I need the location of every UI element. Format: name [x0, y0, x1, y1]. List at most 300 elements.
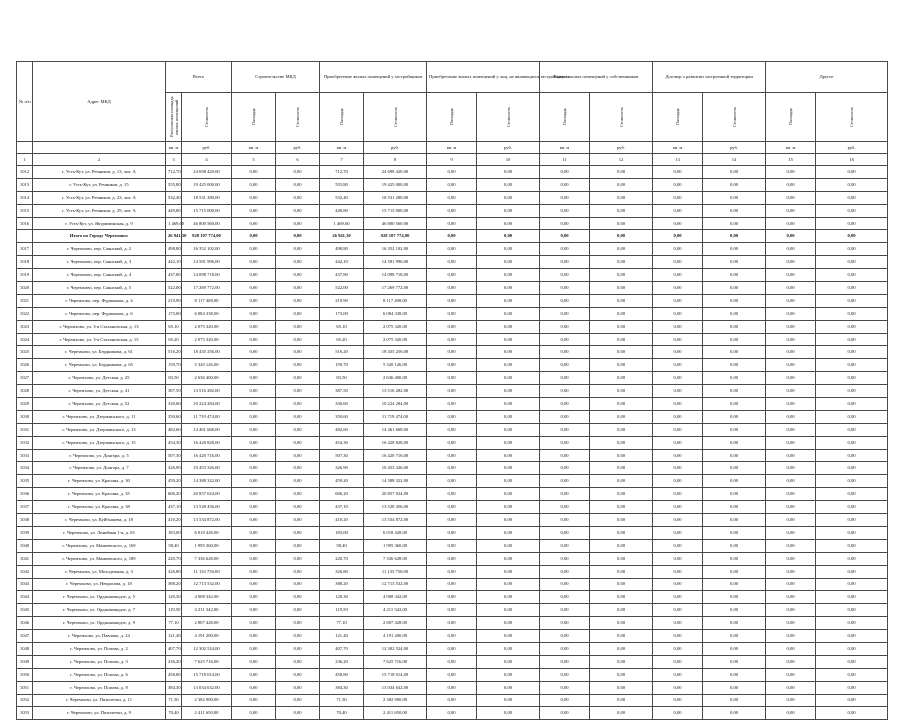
zero-cost-cell: 0,00 — [590, 707, 653, 720]
table-row — [17, 668, 888, 681]
zero-cost-cell: 0,00 — [477, 178, 540, 191]
developer-cost: 4 211 342,00 — [364, 604, 427, 617]
other2-cost: 0,00 — [816, 359, 888, 372]
construction-cost: 0,00 — [276, 449, 320, 462]
table-row — [17, 604, 888, 617]
zero-area-cell: 0,00 — [540, 488, 590, 501]
other-area: 0,00 — [653, 230, 703, 243]
unit-area: кв. м — [427, 142, 477, 154]
zero-area-cell: 0,00 — [427, 359, 477, 372]
other2-cost: 0,00 — [816, 269, 888, 282]
zero-area-cell: 0,00 — [540, 514, 590, 527]
other2-area: 0,00 — [766, 230, 816, 243]
developer-cost: 15 718 014,00 — [364, 668, 427, 681]
row-address: г. Черемхово, ул. Линейная 1-я, д. 65 — [33, 526, 166, 539]
zero-area-cell: 0,00 — [540, 269, 590, 282]
total-area: 442,10 — [166, 256, 182, 269]
zero-area-cell: 0,00 — [427, 346, 477, 359]
other-cost: 0,00 — [703, 294, 766, 307]
developer-cost: 13 534 872,00 — [364, 514, 427, 527]
zero-cost-cell: 0,00 — [590, 642, 653, 655]
row-address: г. Черемхово, ул. 3-я Стахановская, д. 13 — [33, 320, 166, 333]
zero-area-cell: 0,00 — [540, 230, 590, 243]
zero-cost-cell: 0,00 — [590, 630, 653, 643]
other2-area: 0,00 — [766, 642, 816, 655]
other2-area: 0,00 — [766, 346, 816, 359]
unit-cell — [33, 142, 166, 154]
other2-cost: 0,00 — [816, 526, 888, 539]
developer-area: 442,10 — [320, 256, 364, 269]
col-number: 7 — [320, 154, 364, 166]
other-area: 0,00 — [653, 565, 703, 578]
zero-area-cell: 0,00 — [427, 320, 477, 333]
other2-cost: 0,00 — [816, 256, 888, 269]
construction-area: 0,00 — [232, 346, 276, 359]
total-cost: 12 302 524,00 — [182, 642, 232, 655]
total-area: 65,20 — [166, 333, 182, 346]
total-area: 437,10 — [166, 501, 182, 514]
zero-area-cell: 0,00 — [540, 333, 590, 346]
construction-cost: 0,00 — [276, 578, 320, 591]
developer-area: 522,00 — [320, 282, 364, 295]
construction-cost: 0,00 — [276, 604, 320, 617]
other-area: 0,00 — [653, 320, 703, 333]
subheader-cost: Стоимость — [276, 93, 320, 142]
zero-area-cell: 0,00 — [427, 398, 477, 411]
row-number: 1052 — [17, 694, 33, 707]
zero-cost-cell: 0,00 — [477, 230, 540, 243]
total-cost: 2 411 650,00 — [182, 707, 232, 720]
zero-cost-cell: 0,00 — [477, 694, 540, 707]
total-cost: 18 531 280,00 — [182, 191, 232, 204]
total-area: 83,50 — [166, 372, 182, 385]
construction-area: 0,00 — [232, 191, 276, 204]
zero-area-cell: 0,00 — [427, 166, 477, 179]
construction-area: 0,00 — [232, 707, 276, 720]
col-number: 16 — [816, 154, 888, 166]
other-area: 0,00 — [653, 178, 703, 191]
col-number: 8 — [364, 154, 427, 166]
other2-area: 0,00 — [766, 552, 816, 565]
total-cost: 17 269 772,00 — [182, 282, 232, 295]
other-area: 0,00 — [653, 617, 703, 630]
zero-area-cell: 0,00 — [540, 372, 590, 385]
row-address: г. Черемхово, пер. Фурманова, д. 6 — [33, 307, 166, 320]
other2-cost: 0,00 — [816, 617, 888, 630]
other2-cost: 0,00 — [816, 166, 888, 179]
zero-area-cell: 0,00 — [427, 526, 477, 539]
developer-cost: 10 453 326,00 — [364, 462, 427, 475]
zero-area-cell: 0,00 — [540, 604, 590, 617]
total-cost: 2 382 900,00 — [182, 694, 232, 707]
other2-area: 0,00 — [766, 565, 816, 578]
subheader-area: Площадь — [766, 93, 816, 142]
construction-cost: 0,00 — [276, 307, 320, 320]
construction-cost: 0,00 — [276, 694, 320, 707]
construction-area: 0,00 — [232, 410, 276, 423]
total-cost: 8 117 408,00 — [182, 294, 232, 307]
zero-cost-cell: 0,00 — [477, 552, 540, 565]
table-row — [17, 475, 888, 488]
other-cost: 0,00 — [703, 398, 766, 411]
table-row — [17, 591, 888, 604]
unit-area: кв. м — [320, 142, 364, 154]
row-number: 1031 — [17, 423, 33, 436]
other-cost: 0,00 — [703, 514, 766, 527]
row-number: 1037 — [17, 501, 33, 514]
construction-area: 0,00 — [232, 294, 276, 307]
col-number: 14 — [703, 154, 766, 166]
subheader-area: Площадь — [653, 93, 703, 142]
row-number: 1020 — [17, 282, 33, 295]
table-row — [17, 410, 888, 423]
table-row — [17, 166, 888, 179]
zero-area-cell: 0,00 — [540, 630, 590, 643]
table-row — [17, 178, 888, 191]
construction-cost: 0,00 — [276, 462, 320, 475]
other-cost: 0,00 — [703, 191, 766, 204]
zero-cost-cell: 0,00 — [590, 282, 653, 295]
total-area: 437,80 — [166, 269, 182, 282]
other2-cost: 0,00 — [816, 191, 888, 204]
other2-area: 0,00 — [766, 436, 816, 449]
developer-cost: 4 191 200,00 — [364, 630, 427, 643]
zero-area-cell: 0,00 — [427, 707, 477, 720]
row-number: 1036 — [17, 488, 33, 501]
housing-resettlement-table — [16, 61, 888, 720]
developer-cost: 17 269 772,00 — [364, 282, 427, 295]
group-header-development: Договор о развитии застроенной территории — [653, 62, 766, 93]
other-area: 0,00 — [653, 204, 703, 217]
zero-area-cell: 0,00 — [427, 423, 477, 436]
zero-area-cell: 0,00 — [540, 655, 590, 668]
total-area: 58,40 — [166, 539, 182, 552]
construction-area: 0,00 — [232, 217, 276, 230]
construction-cost: 0,00 — [276, 178, 320, 191]
zero-area-cell: 0,00 — [427, 372, 477, 385]
table-row — [17, 642, 888, 655]
developer-cost: 15 715 000,00 — [364, 204, 427, 217]
other-cost: 0,00 — [703, 681, 766, 694]
row-number: 1024 — [17, 333, 33, 346]
other2-cost: 0,00 — [816, 178, 888, 191]
developer-area: 712,70 — [320, 166, 364, 179]
zero-cost-cell: 0,00 — [477, 385, 540, 398]
zero-cost-cell: 0,00 — [590, 539, 653, 552]
other-area: 0,00 — [653, 282, 703, 295]
developer-cost: 13 528 456,00 — [364, 501, 427, 514]
construction-cost: 0,00 — [276, 282, 320, 295]
other-cost: 0,00 — [703, 307, 766, 320]
row-number: 1015 — [17, 204, 33, 217]
construction-cost: 0,00 — [276, 488, 320, 501]
developer-area: 449,80 — [320, 204, 364, 217]
other2-area: 0,00 — [766, 191, 816, 204]
developer-cost: 46 800 560,00 — [364, 217, 427, 230]
row-address: г. Черемхово, пер. Саянский, д. 5 — [33, 282, 166, 295]
other-cost: 0,00 — [703, 604, 766, 617]
developer-area: 326,80 — [320, 565, 364, 578]
row-address: г. Черемхово, ул. Попова, д. 3 — [33, 655, 166, 668]
zero-area-cell: 0,00 — [540, 578, 590, 591]
unit-cost: руб. — [816, 142, 888, 154]
subheader-area: Площадь — [232, 93, 276, 142]
zero-cost-cell: 0,00 — [590, 694, 653, 707]
total-area: 507,30 — [166, 449, 182, 462]
other2-area: 0,00 — [766, 294, 816, 307]
row-number: 1021 — [17, 294, 33, 307]
total-cost: 16 352 102,00 — [182, 243, 232, 256]
subheader-cost: Стоимость — [477, 93, 540, 142]
developer-cost: 14 098 718,00 — [364, 269, 427, 282]
zero-cost-cell: 0,00 — [477, 166, 540, 179]
construction-cost: 0,00 — [276, 630, 320, 643]
construction-area: 0,00 — [232, 243, 276, 256]
zero-area-cell: 0,00 — [540, 346, 590, 359]
construction-area: 0,00 — [232, 501, 276, 514]
other-cost: 0,00 — [703, 178, 766, 191]
zero-area-cell: 0,00 — [540, 526, 590, 539]
developer-area: 159,70 — [320, 359, 364, 372]
row-number: 1053 — [17, 707, 33, 720]
developer-area: 83,50 — [320, 372, 364, 385]
zero-area-cell: 0,00 — [540, 423, 590, 436]
zero-cost-cell: 0,00 — [477, 501, 540, 514]
zero-cost-cell: 0,00 — [477, 217, 540, 230]
construction-cost: 0,00 — [276, 617, 320, 630]
zero-cost-cell: 0,00 — [477, 410, 540, 423]
total-cost: 2 075 320,00 — [182, 333, 232, 346]
other2-cost: 0,00 — [816, 320, 888, 333]
row-address: г. Черемхово, пер. Саянский, д. 4 — [33, 269, 166, 282]
other-area: 0,00 — [653, 398, 703, 411]
other2-area: 0,00 — [766, 307, 816, 320]
construction-cost: 0,00 — [276, 204, 320, 217]
table-row — [17, 578, 888, 591]
other-cost: 0,00 — [703, 617, 766, 630]
other-cost: 0,00 — [703, 694, 766, 707]
total-area: 183,00 — [166, 526, 182, 539]
row-address: г. Усть-Кут, ул. Якуриминская, д. 9 — [33, 217, 166, 230]
row-number: 1035 — [17, 475, 33, 488]
row-number: 1014 — [17, 191, 33, 204]
row-address: г. Черемхово, ул. Орджоникидзе, д. 5 — [33, 591, 166, 604]
col-number: 4 — [182, 154, 232, 166]
zero-area-cell: 0,00 — [540, 359, 590, 372]
zero-cost-cell: 0,00 — [477, 565, 540, 578]
total-area: 330,60 — [166, 398, 182, 411]
table-row — [17, 359, 888, 372]
construction-area: 0,00 — [232, 256, 276, 269]
zero-cost-cell: 0,00 — [477, 423, 540, 436]
total-area: 384,30 — [166, 681, 182, 694]
num-header: № п/п — [17, 62, 33, 142]
zero-cost-cell: 0,00 — [590, 230, 653, 243]
other2-cost: 0,00 — [816, 681, 888, 694]
developer-cost: 11 133 750,00 — [364, 565, 427, 578]
total-cost: 15 715 000,00 — [182, 204, 232, 217]
row-number: 1029 — [17, 398, 33, 411]
group-header-purchase-other: Приобретение жилых помещений у лиц, не являющихся застройщиком — [427, 62, 540, 93]
zero-area-cell: 0,00 — [427, 256, 477, 269]
developer-area: 119,50 — [320, 604, 364, 617]
zero-area-cell: 0,00 — [540, 217, 590, 230]
other2-area: 0,00 — [766, 282, 816, 295]
construction-cost: 0,00 — [276, 539, 320, 552]
other2-area: 0,00 — [766, 630, 816, 643]
total-cost: 16 428 828,00 — [182, 436, 232, 449]
row-address: г. Черемхово, ул. Мамаевского, д. 189 — [33, 552, 166, 565]
zero-cost-cell: 0,00 — [477, 462, 540, 475]
zero-cost-cell: 0,00 — [590, 243, 653, 256]
other2-area: 0,00 — [766, 668, 816, 681]
total-cost: 2 075 320,00 — [182, 320, 232, 333]
zero-cost-cell: 0,00 — [590, 346, 653, 359]
construction-area: 0,00 — [232, 668, 276, 681]
total-cost: 13 034 632,00 — [182, 681, 232, 694]
other2-cost: 0,00 — [816, 694, 888, 707]
construction-area: 0,00 — [232, 462, 276, 475]
construction-cost: 0,00 — [276, 230, 320, 243]
table-row — [17, 655, 888, 668]
row-address: г. Черемхово, ул. Пятилетки, д. 11 — [33, 694, 166, 707]
total-cost: 7 336 628,00 — [182, 552, 232, 565]
construction-area: 0,00 — [232, 282, 276, 295]
zero-area-cell: 0,00 — [540, 320, 590, 333]
row-number: 1038 — [17, 514, 33, 527]
other2-area: 0,00 — [766, 269, 816, 282]
other2-area: 0,00 — [766, 204, 816, 217]
developer-area: 183,00 — [320, 526, 364, 539]
unit-area: кв. м — [166, 142, 182, 154]
zero-area-cell: 0,00 — [540, 410, 590, 423]
row-number: 1040 — [17, 539, 33, 552]
developer-cost: 18 531 280,00 — [364, 191, 427, 204]
other-area: 0,00 — [653, 333, 703, 346]
zero-cost-cell: 0,00 — [477, 578, 540, 591]
other2-area: 0,00 — [766, 320, 816, 333]
other2-area: 0,00 — [766, 256, 816, 269]
other-cost: 0,00 — [703, 630, 766, 643]
other2-cost: 0,00 — [816, 385, 888, 398]
zero-cost-cell: 0,00 — [477, 642, 540, 655]
table-row — [17, 514, 888, 527]
other2-cost: 0,00 — [816, 591, 888, 604]
developer-cost: 12 713 532,00 — [364, 578, 427, 591]
construction-area: 0,00 — [232, 436, 276, 449]
zero-area-cell: 0,00 — [540, 282, 590, 295]
construction-cost: 0,00 — [276, 320, 320, 333]
total-area: 459,20 — [166, 475, 182, 488]
total-cost: 928 107 774,00 — [182, 230, 232, 243]
row-number: 1041 — [17, 552, 33, 565]
other-area: 0,00 — [653, 539, 703, 552]
construction-cost: 0,00 — [276, 707, 320, 720]
other-area: 0,00 — [653, 269, 703, 282]
other2-area: 0,00 — [766, 243, 816, 256]
row-address: г. Черемхово, ул. Попова, д. 2 — [33, 642, 166, 655]
table-row — [17, 707, 888, 720]
zero-area-cell: 0,00 — [427, 604, 477, 617]
row-number: 1025 — [17, 346, 33, 359]
construction-cost: 0,00 — [276, 217, 320, 230]
other2-area: 0,00 — [766, 178, 816, 191]
developer-area: 532,40 — [320, 191, 364, 204]
zero-area-cell: 0,00 — [540, 385, 590, 398]
other-area: 0,00 — [653, 256, 703, 269]
other2-cost: 0,00 — [816, 630, 888, 643]
table-row — [17, 346, 888, 359]
other2-cost: 0,00 — [816, 449, 888, 462]
other-area: 0,00 — [653, 436, 703, 449]
construction-cost: 0,00 — [276, 591, 320, 604]
table-row — [17, 552, 888, 565]
zero-cost-cell: 0,00 — [590, 681, 653, 694]
col-number: 15 — [766, 154, 816, 166]
zero-area-cell: 0,00 — [540, 475, 590, 488]
developer-area: 388,20 — [320, 578, 364, 591]
other-cost: 0,00 — [703, 359, 766, 372]
zero-cost-cell: 0,00 — [590, 475, 653, 488]
row-address: г. Черемхово, ул. Попова, д. 6 — [33, 668, 166, 681]
construction-area: 0,00 — [232, 204, 276, 217]
unit-area: кв. м — [653, 142, 703, 154]
developer-cost: 928 107 774,00 — [364, 230, 427, 243]
other2-area: 0,00 — [766, 475, 816, 488]
table-row — [17, 191, 888, 204]
developer-cost: 14 461 668,00 — [364, 423, 427, 436]
zero-cost-cell: 0,00 — [590, 307, 653, 320]
zero-area-cell: 0,00 — [427, 282, 477, 295]
other-area: 0,00 — [653, 526, 703, 539]
table-row — [17, 462, 888, 475]
total-cost: 11 133 750,00 — [182, 565, 232, 578]
table-row — [17, 385, 888, 398]
zero-cost-cell: 0,00 — [590, 398, 653, 411]
row-number: 1043 — [17, 578, 33, 591]
subheader-cost-total: Стоимость — [182, 93, 232, 142]
construction-area: 0,00 — [232, 642, 276, 655]
other-cost: 0,00 — [703, 462, 766, 475]
col-number: 10 — [477, 154, 540, 166]
other2-cost: 0,00 — [816, 436, 888, 449]
row-address: г. Черемхово, ул. Бердникова, д. 61 — [33, 346, 166, 359]
total-area: 532,40 — [166, 191, 182, 204]
row-address: г. Черемхово, ул. Орджоникидзе, д. 9 — [33, 617, 166, 630]
other-cost: 0,00 — [703, 269, 766, 282]
zero-cost-cell: 0,00 — [477, 359, 540, 372]
zero-cost-cell: 0,00 — [477, 269, 540, 282]
zero-cost-cell: 0,00 — [477, 204, 540, 217]
zero-cost-cell: 0,00 — [477, 294, 540, 307]
other-cost: 0,00 — [703, 410, 766, 423]
developer-area: 384,30 — [320, 681, 364, 694]
construction-cost: 0,00 — [276, 269, 320, 282]
total-area: 71,30 — [166, 694, 182, 707]
row-address: г. Черемхово, ул. Донгора, д. 5 — [33, 449, 166, 462]
zero-cost-cell: 0,00 — [590, 514, 653, 527]
zero-cost-cell: 0,00 — [590, 333, 653, 346]
total-cost: 14 388 322,00 — [182, 475, 232, 488]
total-cost: 7 625 716,00 — [182, 655, 232, 668]
construction-cost: 0,00 — [276, 410, 320, 423]
other-area: 0,00 — [653, 475, 703, 488]
zero-cost-cell: 0,00 — [477, 630, 540, 643]
other2-cost: 0,00 — [816, 217, 888, 230]
other2-cost: 0,00 — [816, 642, 888, 655]
other-cost: 0,00 — [703, 449, 766, 462]
unit-cost: руб. — [703, 142, 766, 154]
